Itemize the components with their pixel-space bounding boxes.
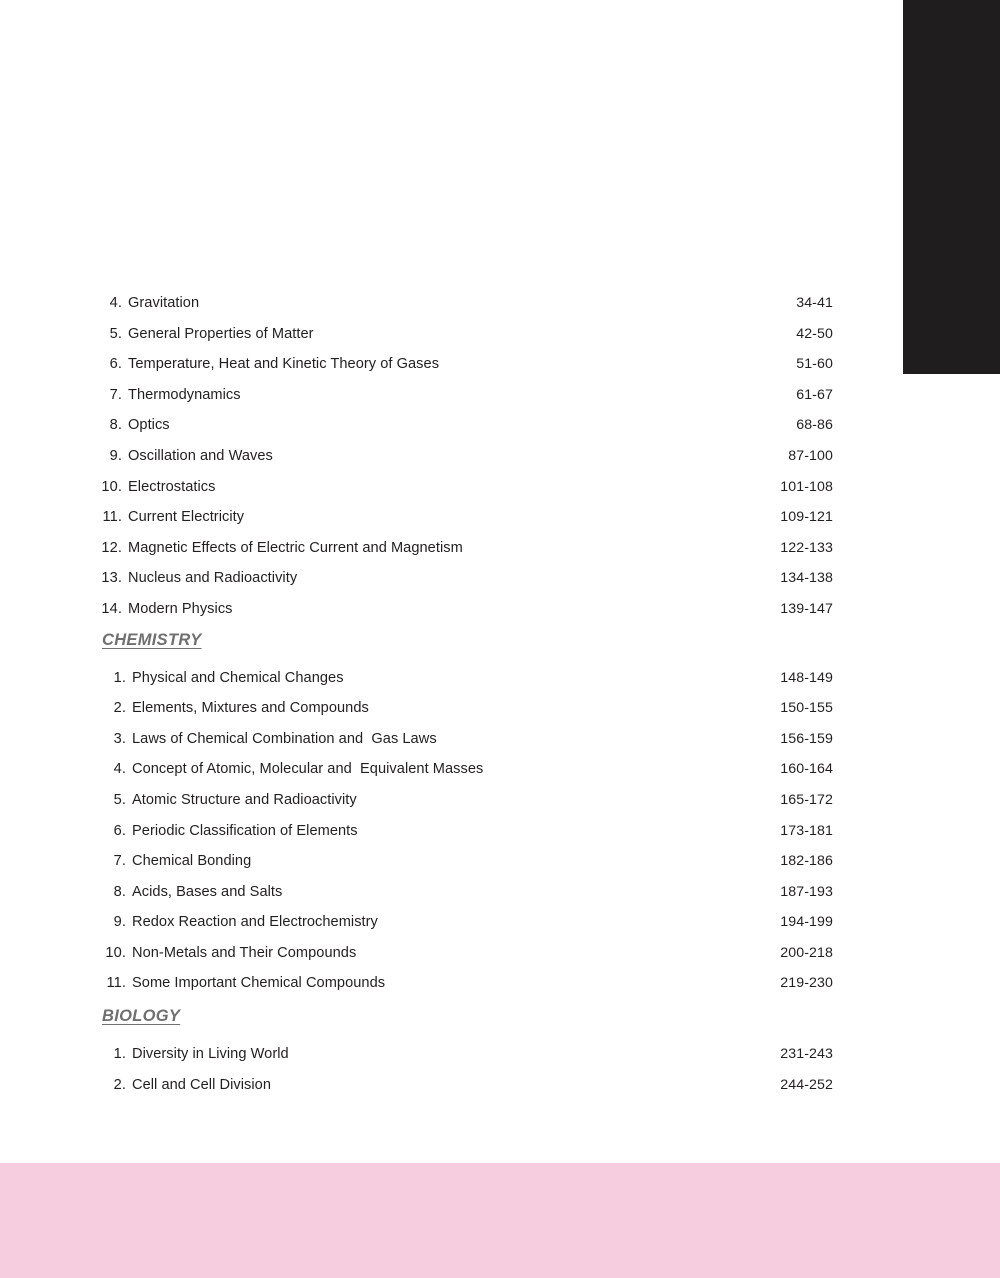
section-heading-label: BIOLOGY: [102, 1007, 181, 1026]
toc-entry-page-range: 87-100: [788, 447, 833, 464]
toc-entry-title: Gravitation: [128, 295, 200, 311]
toc-entry-title: Elements, Mixtures and Compounds: [132, 700, 369, 717]
toc-entry-number: 8.: [113, 883, 126, 900]
toc-entry-page-range: 61-67: [796, 386, 833, 403]
toc-entry[interactable]: [0, 1070, 1000, 1101]
toc-entry[interactable]: [0, 754, 1000, 785]
toc-entry-page-range: 148-149: [780, 669, 833, 686]
toc-entry-title: Acids, Bases and Salts: [132, 883, 283, 900]
toc-entry-number: 9.: [113, 914, 126, 931]
toc-entry-title: Some Important Chemical Compounds: [132, 975, 386, 992]
section-heading-chemistry: [0, 625, 1000, 663]
toc-entry-page-range: 156-159: [780, 730, 833, 747]
toc-entry-page-range: 34-41: [796, 295, 833, 311]
toc-entry[interactable]: [0, 1039, 1000, 1070]
toc-entry[interactable]: [0, 594, 1000, 625]
toc-entry[interactable]: [0, 816, 1000, 847]
toc-entry[interactable]: [0, 693, 1000, 724]
toc-entry-number: 1.: [113, 669, 126, 686]
toc-entry-number: 14.: [101, 600, 122, 617]
toc-entry[interactable]: [0, 877, 1000, 908]
toc-entry[interactable]: [0, 533, 1000, 564]
table-of-contents: [0, 288, 1000, 1100]
toc-entry[interactable]: [0, 441, 1000, 472]
toc-entry-number: 7.: [109, 386, 122, 403]
toc-entry-page-range: 219-230: [780, 975, 833, 992]
toc-entry[interactable]: [0, 938, 1000, 969]
toc-entry[interactable]: [0, 472, 1000, 503]
toc-entry-page-range: 51-60: [796, 356, 833, 373]
toc-entry-title: Modern Physics: [128, 600, 233, 617]
toc-entry[interactable]: [0, 846, 1000, 877]
toc-entry-number: 13.: [101, 570, 122, 587]
toc-entry-number: 2.: [113, 1076, 126, 1093]
footer-color-band: [0, 1163, 1000, 1278]
toc-entry-number: 10.: [105, 944, 126, 961]
toc-entry-page-range: 244-252: [780, 1076, 833, 1093]
toc-entry-number: 6.: [113, 822, 126, 839]
toc-entry-title: Thermodynamics: [128, 386, 241, 403]
toc-entry[interactable]: [0, 663, 1000, 694]
toc-entry-page-range: 173-181: [780, 822, 833, 839]
toc-entry-number: 1.: [113, 1046, 126, 1063]
toc-entry-number: 4.: [113, 761, 126, 778]
toc-entry-page-range: 160-164: [780, 761, 833, 778]
toc-entry-number: 5.: [109, 325, 122, 342]
toc-entry[interactable]: [0, 968, 1000, 999]
toc-entry-page-range: 150-155: [780, 700, 833, 717]
section-heading-label: CHEMISTRY: [102, 630, 202, 649]
toc-entry[interactable]: [0, 288, 1000, 319]
toc-entry-number: 9.: [109, 447, 122, 464]
toc-entry[interactable]: [0, 724, 1000, 755]
toc-entry-title: Concept of Atomic, Molecular and Equivalent Masses: [132, 761, 484, 778]
toc-entry-page-range: 109-121: [780, 509, 833, 526]
toc-entry-number: 8.: [109, 417, 122, 434]
toc-entry-title: Laws of Chemical Combination and Gas Laws: [132, 730, 437, 747]
toc-entry-number: 7.: [113, 853, 126, 870]
toc-entry[interactable]: [0, 410, 1000, 441]
toc-entry[interactable]: [0, 563, 1000, 594]
toc-entry[interactable]: [0, 502, 1000, 533]
toc-entry[interactable]: [0, 319, 1000, 350]
toc-entry-page-range: 122-133: [780, 539, 833, 556]
toc-entry-page-range: 200-218: [780, 944, 833, 961]
toc-entry-title: Oscillation and Waves: [128, 447, 273, 464]
toc-entry-title: Magnetic Effects of Electric Current and Magnetism: [128, 539, 463, 556]
toc-entry-number: 4.: [109, 295, 122, 311]
toc-entry-title: Non-Metals and Their Compounds: [132, 944, 357, 961]
toc-entry-number: 11.: [106, 975, 126, 992]
toc-entry-page-range: 101-108: [780, 478, 833, 495]
toc-entry-page-range: 134-138: [780, 570, 833, 587]
toc-entry-number: 3.: [113, 730, 126, 747]
toc-entry-number: 12.: [101, 539, 122, 556]
toc-entry-page-range: 139-147: [780, 600, 833, 617]
toc-entry-title: Cell and Cell Division: [132, 1076, 271, 1093]
toc-entry-page-range: 187-193: [780, 883, 833, 900]
toc-entry-number: 5.: [113, 791, 126, 808]
toc-entry-title: Periodic Classification of Elements: [132, 822, 358, 839]
toc-entry-title: Optics: [128, 417, 170, 434]
toc-entry-title: Redox Reaction and Electrochemistry: [132, 914, 378, 931]
toc-entry-page-range: 182-186: [780, 853, 833, 870]
toc-entry-title: Diversity in Living World: [132, 1046, 289, 1063]
section-heading-biology: [0, 999, 1000, 1039]
toc-entry-page-range: 231-243: [780, 1046, 833, 1063]
toc-entry-title: Physical and Chemical Changes: [132, 669, 344, 686]
toc-entry-number: 10.: [101, 478, 122, 495]
toc-entry-title: Atomic Structure and Radioactivity: [132, 791, 357, 808]
toc-entry-title: Chemical Bonding: [132, 853, 252, 870]
toc-entry-page-range: 68-86: [796, 417, 833, 434]
toc-entry-number: 6.: [109, 356, 122, 373]
toc-entry-page-range: 42-50: [796, 325, 833, 342]
toc-entry-page-range: 165-172: [780, 791, 833, 808]
toc-entry-title: Current Electricity: [128, 509, 245, 526]
toc-entry[interactable]: [0, 907, 1000, 938]
toc-entry-number: 2.: [113, 700, 126, 717]
toc-entry[interactable]: [0, 785, 1000, 816]
toc-entry-title: General Properties of Matter: [128, 325, 314, 342]
toc-entry[interactable]: [0, 380, 1000, 411]
toc-entry-title: Temperature, Heat and Kinetic Theory of Gases: [128, 356, 440, 373]
toc-entry-title: Nucleus and Radioactivity: [128, 570, 298, 587]
toc-entry-number: 11.: [102, 509, 122, 526]
toc-entry-page-range: 194-199: [780, 914, 833, 931]
toc-entry-title: Electrostatics: [128, 478, 216, 495]
toc-entry[interactable]: [0, 349, 1000, 380]
